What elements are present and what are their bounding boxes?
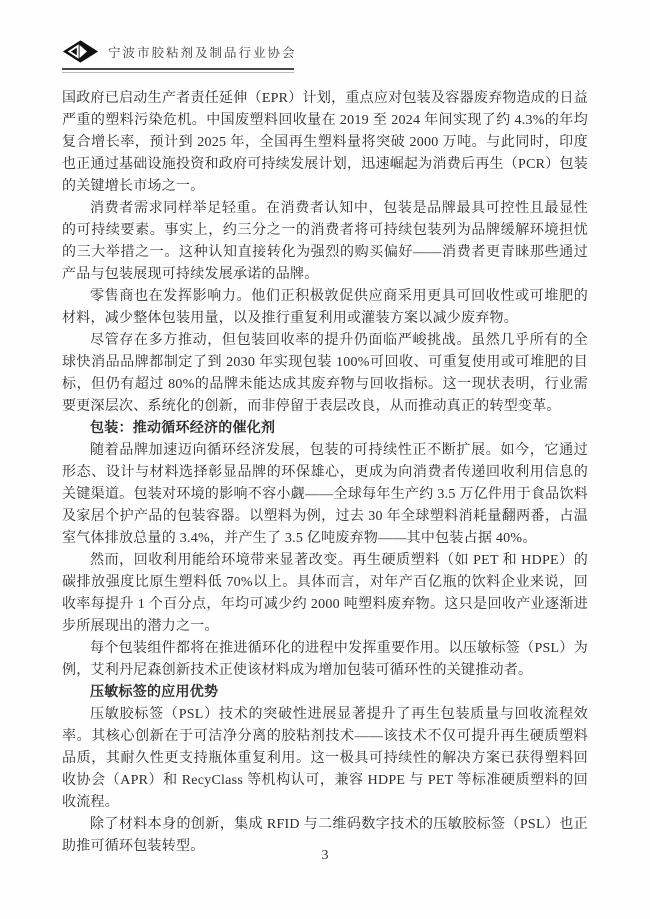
paragraph-consumer-demand: 消费者需求同样举足轻重。在消费者认知中，包装是品牌最具可控性且最显性的可持续要素。事实上，约三分之一的消费者将可持续包装列为品牌缓解环境担忧的三大举措之一。这种认知直接转化为强烈的购买偏好——消费者更青睐那些通过产品与包装展现可持续发展承诺的品牌。 (62, 201, 588, 282)
page-footer (0, 848, 650, 864)
paragraph-rfid-psl: 除了材料本身的创新，集成 RFID 与二维码数字技术的压敏胶标签（PSL）也正助推可循环包装转型。 (62, 817, 588, 854)
association-logo-icon (62, 39, 99, 64)
paragraph-psl-breakthrough: 压敏胶标签（PSL）技术的突破性进展显著提升了再生包装质量与回收流程效率。其核心创新在于可洁净分离的胶粘剂技术——该技术不仅可提升再生硬质塑料品质，其耐久性更支持瓶体重复利用。这一极具可持续性的解决方案已获得塑料回收协会（APR）和 RecyClass 等机构认可，兼容 HDPE 与 PET 等标准硬质塑料的回收流程。 (62, 707, 588, 810)
paragraph-retailers: 零售商也在发挥影响力。他们正积极敦促供应商采用更具可回收性或可堆肥的材料，减少整体包装用量，以及推行重复利用或灌装方案以减少废弃物。 (62, 289, 588, 326)
header-rule (62, 68, 294, 73)
header-row (62, 38, 588, 65)
paragraph-psl-intro: 每个包装组件都将在推进循环化的进程中发挥重要作用。以压敏标签（PSL）为例，艾利丹尼森创新技术正使该材料成为增加包装可循环性的关键推动者。 (62, 641, 588, 678)
section-heading-packaging-catalyst: 包装：推动循环经济的催化剂 (90, 421, 276, 436)
page-header (62, 38, 588, 73)
section-heading-psl-advantages: 压敏标签的应用优势 (90, 685, 219, 700)
page-number: 3 (321, 848, 329, 863)
paragraph-epr-continuation: 国政府已启动生产者责任延伸（EPR）计划，重点应对包装及容器废弃物造成的日益严重的塑料污染危机。中国废塑料回收量在 2019 至 2024 年间实现了约 4.3%的年均复合增长率，预计到 2025 年，全国再生塑料量将突破 2000 万吨。与此同时，印度也正通过基础设施投资和政府可持续发展计划，迅速崛起为消费后再生（PCR）包装的关键增长市场之一。 (62, 91, 588, 194)
paragraph-recycling-benefits: 然而，回收利用能给环境带来显著改变。再生硬质塑料（如 PET 和 HDPE）的碳排放强度比原生塑料低 70%以上。具体而言，对年产百亿瓶的饮料企业来说，回收率每提升 1 个百分点，年均可减少约 2000 吨塑料废弃物。这只是回收产业逐渐进步所展现出的潜力之一。 (62, 553, 588, 634)
paragraph-circular-economy: 随着品牌加速迈向循环经济发展，包装的可持续性正不断扩展。如今，它通过形态、设计与材料选择彰显品牌的环保雄心，更成为向消费者传递回收利用信息的关键渠道。包装对环境的影响不容小觑——全球每年生产约 3.5 万亿件用于食品饮料及家居个护产品的包装容器。以塑料为例，过去 30 年全球塑料消耗量翻两番，占温室气体排放总量的 3.4%，并产生了 3.5 亿吨废弃物——其中包装占据 40%。 (62, 443, 588, 546)
org-name: 宁波市胶粘剂及制品行业协会 (108, 45, 297, 60)
document-body (62, 88, 588, 858)
paragraph-recycling-challenge: 尽管存在多方推动，但包装回收率的提升仍面临严峻挑战。虽然几乎所有的全球快消品品牌都制定了到 2030 年实现包装 100%可回收、可重复使用或可堆肥的目标，但仍有超过 80%的品牌未能达成其废弃物与回收指标。这一现状表明，行业需要更深层次、系统化的创新，而非停留于表层改良，从而推动真正的转型变革。 (62, 333, 588, 414)
